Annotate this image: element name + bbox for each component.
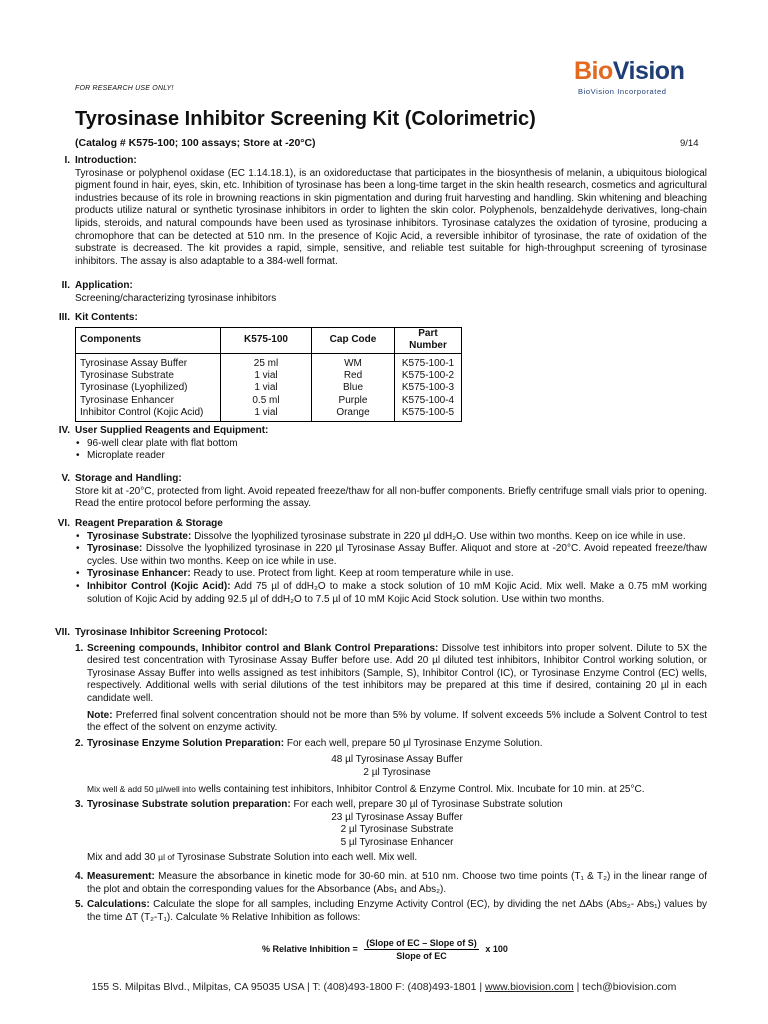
page-title: Tyrosinase Inhibitor Screening Kit (Colorimetric) (75, 108, 536, 130)
reagent-line: 48 µl Tyrosinase Assay Buffer (331, 754, 463, 766)
note-label: Note: (87, 709, 113, 721)
catalog-info: (Catalog # K575-100; 100 assays; Store at -20°C) (75, 137, 316, 149)
step-text: Calculate the slope for all samples, including Enzyme Activity Control (EC), by dividing the net ΔAbs (Abs₂- Abs₁) values by the time ΔT (T₂-T₁). Calculate % Relative Inhibition as follows: (87, 899, 707, 923)
bullet-list (75, 438, 707, 463)
section-number: III. (58, 312, 70, 323)
step-number: 5. (75, 899, 84, 911)
step-text: Measure the absorbance in kinetic mode for 30-60 min. at 510 nm. Choose two time points (T₁ & T₂) in the linear range of the plot and obtain the corresponding values for the Absorbance (Abs₁ and Abs₂). (87, 871, 707, 895)
section-title: User Supplied Reagents and Equipment: (75, 425, 269, 436)
mix-instruction-b: Tyrosinase Substrate Solution into each well. Mix well. (177, 851, 418, 863)
item-label: Inhibitor Control (Kojic Acid): (87, 580, 231, 592)
formula-rhs: x 100 (485, 943, 508, 954)
mix-instruction-a: Mix and add 30 (87, 851, 156, 863)
section-title: Application: (75, 280, 133, 291)
table-cell: 1 vial (221, 407, 312, 422)
table-row (76, 395, 462, 407)
research-use-note: FOR RESEARCH USE ONLY! (75, 85, 174, 92)
list-item (75, 543, 707, 568)
email-address[interactable]: tech@biovision.com (582, 981, 677, 993)
table-header: Part Number (395, 327, 462, 353)
table-row (76, 370, 462, 382)
step-label: Tyrosinase Enzyme Solution Preparation: (87, 737, 285, 749)
item-text: Dissolve the lyophilized tyrosinase in 220 µl Tyrosinase Assay Buffer. Aliquot and store at -20°C. Avoid repeated freeze/thaw cycles. Use within two months. Keep on ice while in use. (87, 543, 707, 567)
footer-address: 155 S. Milpitas Blvd., Milpitas, CA 95035 USA | T: (408)493-1800 F: (408)493-1801 | (91, 981, 485, 993)
item-text: Dissolve the lyophilized tyrosinase substrate in 220 µl ddH₂O. Use within two months. Keep on ice while in use. (194, 530, 686, 542)
section-number: V. (61, 473, 70, 484)
item-label: Tyrosinase Substrate: (87, 530, 192, 542)
website-link[interactable]: www.biovision.com (485, 981, 574, 993)
table-cell: Tyrosinase Assay Buffer (76, 353, 221, 370)
table-cell: 1 vial (221, 370, 312, 382)
table-cell: 1 vial (221, 382, 312, 394)
reagent-line: 2 µl Tyrosinase (363, 766, 431, 778)
section-number: IV. (58, 425, 70, 436)
section-text: Screening/characterizing tyrosinase inhibitors (75, 292, 277, 304)
kit-contents-table (75, 327, 462, 423)
table-row (76, 382, 462, 394)
footer-separator: | (573, 981, 583, 993)
table-cell: K575-100-2 (395, 370, 462, 382)
table-cell: Purple (312, 395, 395, 407)
section-title: Introduction: (75, 155, 137, 166)
table-cell: 25 ml (221, 353, 312, 370)
item-label: Tyrosinase: (87, 543, 143, 555)
table-cell: 0.5 ml (221, 395, 312, 407)
section-number: VI. (57, 518, 70, 529)
step-number: 2. (75, 737, 84, 749)
section-number: I. (64, 155, 70, 166)
list-item: • Microplate reader (75, 450, 707, 463)
mix-instruction-small: µl of (158, 851, 175, 862)
section-text: Store kit at -20°C, protected from light. Avoid repeated freeze/thaw for all non-buffer components. Briefly centrifuge small vials prior to opening. Read the entire protocol before performing the assay. (75, 485, 707, 510)
protocol-step-4 (75, 871, 707, 896)
table-cell: Blue (312, 382, 395, 394)
step-label: Measurement: (87, 871, 155, 883)
note-text: Preferred final solvent concentration should not be more than 5% by volume. If solvent exceeds 5% include a Solvent Control to test the effect of the solvent on enzyme activity. (87, 709, 707, 734)
item-text: Add 75 µl of ddH₂O to make a stock solution of 10 mM Kojic Acid. Mix well. Make a 0.75 mM working solution of Kojic Acid by adding 92.5 µl of ddH₂O to 7.5 µl of 10 mM Kojic Acid Stock solution. Use within two months. (87, 580, 707, 605)
table-cell: Tyrosinase Enhancer (76, 395, 221, 407)
mix-instruction-small: Mix well & add 50 µl/well into (87, 783, 196, 794)
item-label: Tyrosinase Enhancer: (87, 568, 191, 580)
formula-denominator: Slope of EC (396, 951, 447, 961)
relative-inhibition-formula (262, 938, 508, 961)
table-cell: K575-100-4 (395, 395, 462, 407)
section-title: Tyrosinase Inhibitor Screening Protocol: (75, 627, 268, 638)
step-number: 3. (75, 799, 84, 811)
table-cell: WM (312, 353, 395, 370)
reagent-line: 2 µl Tyrosinase Substrate (340, 824, 454, 836)
reagent-line: 23 µl Tyrosinase Assay Buffer (331, 811, 463, 823)
table-header: Components (76, 327, 221, 353)
revision-date: 9/14 (680, 138, 699, 149)
protocol-step-2 (75, 738, 707, 796)
table-cell: Red (312, 370, 395, 382)
section-number: II. (61, 280, 70, 291)
step-label: Calculations: (87, 899, 150, 911)
table-header: Cap Code (312, 327, 395, 353)
section-text: Tyrosinase or polyphenol oxidase (EC 1.14.18.1), is an oxidoreductase that participates in the biosynthesis of melanin, a ubiquitous biological pigment found in hair, eyes, skin, etc. Inhibition of tyrosinase has been a long-time target in the skin health research, cosmetics and agricultural industries because of its role in browning reactions in skin pigmentation and during fruit harvesting and handling. Skin whitening and bleaching products utilize natural or synthetic tyrosinase inhibitors in order to lighten the skin color. Polyphenols, benzaldehyde derivatives, long-chain lipids, steroids, and natural compounds have been used as tyrosinase inhibitors. Tyrosinase catalyzes the oxidation of tyrosine, producing a chromophore that can be detected at 510 nm. In the presence of Kojic Acid, a reversible inhibitor of tyrosinase, the rate of oxidation of the substrate is decreased. The kit provides a rapid, simple, sensitive, and reliable test suitable for high-throughput screening of tyrosinase inhibitors. The assay is also adaptable to a 384-well format. (75, 167, 708, 267)
list-item (75, 568, 707, 581)
logo-subtitle: BioVision Incorporated (578, 87, 667, 96)
protocol-step-3 (75, 799, 707, 864)
section-title: Kit Contents: (75, 312, 138, 323)
bullet-list (75, 531, 707, 607)
step-text: For each well, prepare 50 µl Tyrosinase Enzyme Solution. (286, 737, 543, 749)
list-item: • 96-well clear plate with flat bottom (75, 438, 707, 451)
protocol-step-5 (75, 899, 707, 924)
table-cell: K575-100-1 (395, 353, 462, 370)
list-item (75, 531, 707, 544)
section-number: VII. (54, 627, 70, 638)
step-number: 1. (75, 642, 84, 654)
table-cell: Tyrosinase (Lyophilized) (76, 382, 221, 394)
list-item (75, 581, 707, 606)
formula-fraction (364, 938, 479, 961)
protocol-step-1 (75, 643, 707, 735)
table-cell: Tyrosinase Substrate (76, 370, 221, 382)
step-text: For each well, prepare 30 µl of Tyrosinase Substrate solution (293, 799, 563, 811)
step-text: Dissolve test inhibitors into proper solvent. Dilute to 5X the desired test concentration with Tyrosinase Assay Buffer before use. Add 20 µl diluted test inhibitors, Inhibitor Control working solution, or Tyrosinase Assay Buffer into wells assigned as test inhibitors (Sample, S), Inhibitor Control (IC), or Tyrosinase Enzyme Control (EC) wells, respectively. Additional wells with serial dilutions of the test inhibitors may be prepared at this time if desired, containing 20 µl in each candidate well. (87, 642, 708, 704)
mix-instruction: wells containing test inhibitors, Inhibitor Control & Enzyme Control. Mix. Incubate for 10 min. at 25°C. (198, 783, 645, 795)
logo-bio: Bio (574, 57, 613, 85)
formula-lhs: % Relative Inhibition = (262, 943, 358, 954)
table-cell: K575-100-5 (395, 407, 462, 422)
reagent-line: 5 µl Tyrosinase Enhancer (340, 836, 454, 848)
item-text: Ready to use. Protect from light. Keep at room temperature while in use. (193, 568, 514, 580)
step-label: Screening compounds, Inhibitor control and Blank Control Preparations: (87, 642, 439, 654)
logo-vision: Vision (612, 57, 685, 85)
formula-numerator: (Slope of EC – Slope of S) (366, 938, 477, 948)
table-row (76, 353, 462, 370)
table-cell: Inhibitor Control (Kojic Acid) (76, 407, 221, 422)
section-title: Reagent Preparation & Storage (75, 518, 223, 529)
section-title: Storage and Handling: (75, 473, 182, 484)
footer-contact (0, 981, 768, 993)
biovision-logo (574, 57, 706, 97)
step-number: 4. (75, 871, 84, 883)
step-label: Tyrosinase Substrate solution preparation: (87, 799, 291, 811)
table-cell: K575-100-3 (395, 382, 462, 394)
table-cell: Orange (312, 407, 395, 422)
table-row (76, 407, 462, 422)
table-header: K575-100 (221, 327, 312, 353)
